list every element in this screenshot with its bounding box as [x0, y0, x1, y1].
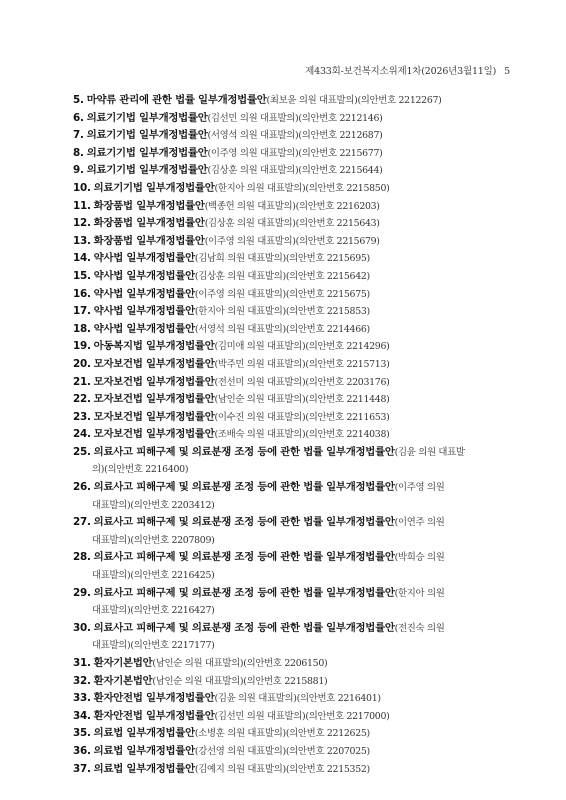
bill-title: 화장품법 일부개정법률안 — [93, 199, 205, 212]
bill-title: 모자보건법 일부개정법률안 — [93, 410, 215, 423]
agenda-item — [73, 549, 515, 584]
item-number: 36. — [73, 744, 91, 757]
agenda-item — [73, 743, 515, 761]
agenda-item-continuation — [73, 461, 515, 479]
bill-sponsor: (이주영 의원 대표발의) — [207, 147, 299, 159]
item-number: 16. — [73, 287, 91, 300]
item-number: 26. — [73, 481, 91, 494]
bill-sponsor-part1: (박희승 의원 — [394, 552, 445, 564]
agenda-item — [73, 286, 515, 304]
agenda-item-line — [73, 391, 515, 409]
agenda-item-line — [73, 198, 515, 216]
agenda-item — [73, 514, 515, 549]
item-number: 9. — [73, 164, 84, 177]
bill-number: (의안번호 2217000) — [305, 710, 390, 722]
bill-number: (의안번호 2216425) — [130, 570, 215, 582]
agenda-item-line — [73, 444, 515, 462]
bill-number: (의안번호 2212146) — [298, 112, 383, 124]
agenda-item — [73, 374, 515, 392]
bill-sponsor: (강선영 의원 대표발의) — [194, 745, 286, 757]
item-number: 18. — [73, 322, 91, 335]
bill-title: 의료기기법 일부개정법률안 — [93, 181, 215, 194]
bill-title: 모자보건법 일부개정법률안 — [93, 393, 215, 406]
bill-sponsor: (한지아 의원 대표발의) — [214, 182, 306, 194]
bill-sponsor-part2: 대표발의) — [92, 570, 131, 582]
item-number: 24. — [73, 428, 91, 441]
item-number: 37. — [73, 762, 91, 775]
item-number: 27. — [73, 516, 91, 529]
agenda-item-line — [73, 549, 515, 567]
bill-title: 마약류 관리에 관한 법률 일부개정법률안 — [86, 94, 267, 106]
bill-title: 의료사고 피해구제 및 의료분쟁 조정 등에 관한 법률 일부개정법률안 — [93, 621, 395, 634]
item-number: 35. — [73, 727, 91, 740]
agenda-item — [73, 198, 515, 216]
bill-sponsor-part2: 대표발의) — [92, 499, 131, 511]
agenda-item — [73, 127, 515, 145]
bill-sponsor: (한지아 의원 대표발의) — [194, 306, 286, 318]
bill-number: (의안번호 2215850) — [305, 182, 390, 194]
bill-number: (의안번호 2215853) — [285, 306, 370, 318]
bill-title: 의료기기법 일부개정법률안 — [86, 146, 208, 159]
bill-sponsor-part2: 의) — [92, 464, 105, 476]
bill-sponsor: (김선민 의원 대표발의) — [214, 710, 306, 722]
agenda-item — [73, 690, 515, 708]
agenda-item — [73, 145, 515, 163]
bill-number: (의안번호 2214466) — [285, 323, 370, 335]
agenda-item-line — [73, 180, 515, 198]
bill-number: (의안번호 2203176) — [305, 376, 390, 388]
agenda-item — [73, 761, 515, 779]
bill-sponsor: (김윤 의원 대표발의) — [214, 693, 297, 705]
item-number: 22. — [73, 393, 91, 406]
bill-title: 아동복지법 일부개정법률안 — [93, 340, 215, 353]
agenda-item-line — [73, 162, 515, 180]
bill-number: (의안번호 2216400) — [104, 464, 189, 476]
item-number: 11. — [73, 199, 91, 212]
bill-number: (의안번호 2215643) — [295, 218, 380, 230]
bill-sponsor-part2: 대표발의) — [92, 640, 131, 652]
agenda-item — [73, 409, 515, 427]
bill-sponsor: (이주영 의원 대표발의) — [194, 288, 286, 300]
bill-number: (의안번호 2203412) — [130, 499, 215, 511]
bill-sponsor: (남인순 의원 대표발의) — [152, 658, 244, 669]
agenda-item-continuation — [73, 602, 515, 620]
bill-number: (의안번호 2216401) — [296, 693, 381, 705]
bill-number: (의안번호 2206150) — [243, 658, 328, 669]
agenda-item — [73, 444, 515, 479]
agenda-item — [73, 110, 515, 128]
agenda-item-line — [73, 374, 515, 392]
agenda-item-line — [73, 585, 515, 603]
agenda-item-line — [73, 655, 515, 673]
bill-title: 약사법 일부개정법률안 — [93, 322, 195, 335]
item-number: 19. — [73, 340, 91, 353]
agenda-item — [73, 673, 515, 691]
agenda-item-line — [73, 514, 515, 532]
agenda-item-continuation — [73, 567, 515, 585]
bill-title: 의료법 일부개정법률안 — [93, 727, 195, 740]
bill-number: (의안번호 2211653) — [305, 411, 390, 423]
item-number: 13. — [73, 234, 91, 247]
bill-title: 의료사고 피해구제 및 의료분쟁 조정 등에 관한 법률 일부개정법률안 — [93, 586, 395, 599]
bill-number: (의안번호 2215713) — [305, 358, 390, 370]
bill-sponsor-part1: (김윤 의원 대표발 — [394, 446, 465, 458]
agenda-item — [73, 725, 515, 743]
bill-sponsor-part1: (전진숙 의원 — [394, 622, 445, 634]
agenda-item — [73, 620, 515, 655]
bill-sponsor-part2: 대표발의) — [92, 534, 131, 546]
bill-sponsor: (조배숙 의원 대표발의) — [214, 429, 306, 441]
page-header — [305, 63, 510, 77]
bill-title: 환자기본법안 — [93, 657, 153, 669]
agenda-item — [73, 162, 515, 180]
bill-title: 모자보건법 일부개정법률안 — [93, 357, 215, 370]
bill-title: 의료사고 피해구제 및 의료분쟁 조정 등에 관한 법률 일부개정법률안 — [93, 516, 395, 529]
agenda-item — [73, 426, 515, 444]
agenda-item-line — [73, 250, 515, 268]
bill-sponsor: (최보윤 의원 대표발의) — [266, 95, 358, 106]
bill-title: 약사법 일부개정법률안 — [93, 287, 195, 300]
agenda-item — [73, 356, 515, 374]
bill-number: (의안번호 2215642) — [285, 270, 370, 282]
page-number: 5 — [504, 66, 510, 77]
bill-number: (의안번호 2216203) — [295, 200, 380, 212]
agenda-item — [73, 479, 515, 514]
item-number: 32. — [73, 674, 91, 687]
bill-number: (의안번호 2215695) — [285, 253, 370, 265]
agenda-item-line — [73, 233, 515, 251]
bill-title: 의료법 일부개정법률안 — [93, 744, 195, 757]
agenda-item-line — [73, 110, 515, 128]
bill-sponsor: (소병훈 의원 대표발의) — [194, 728, 286, 740]
bill-title: 의료사고 피해구제 및 의료분쟁 조정 등에 관한 법률 일부개정법률안 — [93, 551, 395, 564]
bill-number: (의안번호 2215677) — [298, 147, 383, 159]
bill-number: (의안번호 2214038) — [305, 429, 390, 441]
item-number: 15. — [73, 269, 91, 282]
bill-title: 모자보건법 일부개정법률안 — [93, 375, 215, 388]
agenda-item — [73, 303, 515, 321]
item-number: 8. — [73, 146, 84, 159]
bill-title: 화장품법 일부개정법률안 — [93, 234, 205, 247]
agenda-item-line — [73, 92, 515, 110]
agenda-item — [73, 391, 515, 409]
item-number: 17. — [73, 305, 91, 318]
agenda-item-line — [73, 286, 515, 304]
bill-sponsor-part2: 대표발의) — [92, 605, 131, 617]
agenda-list — [73, 92, 515, 778]
item-number: 12. — [73, 217, 91, 230]
bill-sponsor-part1: (한지아 의원 — [394, 587, 445, 599]
bill-number: (의안번호 2211448) — [305, 394, 390, 406]
agenda-item-line — [73, 338, 515, 356]
bill-sponsor: (서영석 의원 대표발의) — [194, 323, 286, 335]
item-number: 34. — [73, 709, 91, 722]
bill-title: 의료기기법 일부개정법률안 — [86, 111, 208, 124]
bill-number: (의안번호 2215644) — [298, 165, 383, 177]
bill-title: 의료기기법 일부개정법률안 — [86, 164, 208, 177]
agenda-item-line — [73, 426, 515, 444]
bill-sponsor: (이주영 의원 대표발의) — [204, 235, 296, 247]
agenda-item-line — [73, 620, 515, 638]
item-number: 23. — [73, 410, 91, 423]
agenda-item-line — [73, 127, 515, 145]
agenda-item-line — [73, 303, 515, 321]
item-number: 25. — [73, 445, 91, 458]
agenda-item — [73, 268, 515, 286]
item-number: 14. — [73, 252, 91, 265]
agenda-item — [73, 708, 515, 726]
bill-sponsor: (김남희 의원 대표발의) — [194, 253, 286, 265]
agenda-item — [73, 655, 515, 673]
item-number: 7. — [73, 129, 84, 142]
bill-number: (의안번호 2215675) — [285, 288, 370, 300]
agenda-item-continuation — [73, 532, 515, 550]
agenda-item — [73, 585, 515, 620]
header-session-text: 제433회-보건복지소위제1차(2026년3월11일) — [305, 66, 497, 77]
bill-sponsor: (박주민 의원 대표발의) — [214, 358, 306, 370]
bill-number: (의안번호 2215679) — [295, 235, 380, 247]
item-number: 31. — [73, 657, 91, 669]
agenda-item-continuation — [73, 497, 515, 515]
bill-number: (의안번호 2215881) — [243, 675, 328, 687]
agenda-item-line — [73, 479, 515, 497]
agenda-item-line — [73, 708, 515, 726]
bill-title: 환자기본법안 — [93, 674, 153, 687]
agenda-item-line — [73, 409, 515, 427]
item-number: 33. — [73, 692, 91, 705]
agenda-item-line — [73, 215, 515, 233]
agenda-item-line — [73, 743, 515, 761]
agenda-item-continuation — [73, 637, 515, 655]
agenda-item-line — [73, 268, 515, 286]
bill-title: 약사법 일부개정법률안 — [93, 269, 195, 282]
item-number: 5. — [73, 94, 84, 106]
agenda-item — [73, 92, 515, 110]
bill-title: 의료법 일부개정법률안 — [93, 762, 195, 775]
bill-title: 의료사고 피해구제 및 의료분쟁 조정 등에 관한 법률 일부개정법률안 — [93, 445, 395, 458]
bill-title: 의료기기법 일부개정법률안 — [86, 129, 208, 142]
agenda-item-line — [73, 761, 515, 779]
bill-number: (의안번호 2212625) — [285, 728, 370, 740]
bill-sponsor: (김예지 의원 대표발의) — [194, 763, 286, 775]
bill-number: (의안번호 2207025) — [285, 745, 370, 757]
agenda-item — [73, 250, 515, 268]
agenda-item — [73, 180, 515, 198]
bill-sponsor: (이수진 의원 대표발의) — [214, 411, 306, 423]
agenda-item-line — [73, 690, 515, 708]
bill-sponsor-part1: (이주영 의원 — [394, 482, 445, 494]
bill-sponsor: (남인순 의원 대표발의) — [214, 394, 306, 406]
agenda-item — [73, 215, 515, 233]
bill-sponsor: (전선미 의원 대표발의) — [214, 376, 306, 388]
agenda-item-line — [73, 356, 515, 374]
bill-title: 의료사고 피해구제 및 의료분쟁 조정 등에 관한 법률 일부개정법률안 — [93, 481, 395, 494]
bill-number: (의안번호 2207809) — [130, 534, 215, 546]
agenda-item-line — [73, 725, 515, 743]
bill-title: 약사법 일부개정법률안 — [93, 305, 195, 318]
agenda-item — [73, 233, 515, 251]
bill-sponsor: (김상훈 의원 대표발의) — [204, 218, 296, 230]
agenda-item-line — [73, 145, 515, 163]
bill-sponsor: (김미애 의원 대표발의) — [214, 341, 306, 353]
bill-number: (의안번호 2212687) — [298, 130, 383, 142]
bill-number: (의안번호 2215352) — [285, 763, 370, 775]
item-number: 20. — [73, 357, 91, 370]
item-number: 10. — [73, 181, 91, 194]
item-number: 21. — [73, 375, 91, 388]
bill-sponsor: (김선민 의원 대표발의) — [207, 112, 299, 124]
bill-number: (의안번호 2212267) — [357, 95, 442, 106]
agenda-item — [73, 321, 515, 339]
item-number: 6. — [73, 111, 84, 124]
bill-title: 환자안전법 일부개정법률안 — [93, 709, 215, 722]
item-number: 30. — [73, 621, 91, 634]
bill-number: (의안번호 2217177) — [130, 640, 215, 652]
bill-sponsor: (김상훈 의원 대표발의) — [194, 270, 286, 282]
bill-sponsor: (남인순 의원 대표발의) — [152, 675, 244, 687]
agenda-item-line — [73, 673, 515, 691]
bill-number: (의안번호 2216427) — [130, 605, 215, 617]
bill-number: (의안번호 2214296) — [305, 341, 390, 353]
bill-title: 화장품법 일부개정법률안 — [93, 217, 205, 230]
agenda-item-line — [73, 321, 515, 339]
bill-sponsor: (김상훈 의원 대표발의) — [207, 165, 299, 177]
agenda-item — [73, 338, 515, 356]
bill-sponsor-part1: (이연주 의원 — [394, 517, 445, 529]
bill-sponsor: (백종헌 의원 대표발의) — [204, 200, 296, 212]
item-number: 29. — [73, 586, 91, 599]
bill-title: 모자보건법 일부개정법률안 — [93, 428, 215, 441]
item-number: 28. — [73, 551, 91, 564]
bill-title: 환자안전법 일부개정법률안 — [93, 692, 215, 705]
bill-sponsor: (서영석 의원 대표발의) — [207, 130, 299, 142]
bill-title: 약사법 일부개정법률안 — [93, 252, 195, 265]
